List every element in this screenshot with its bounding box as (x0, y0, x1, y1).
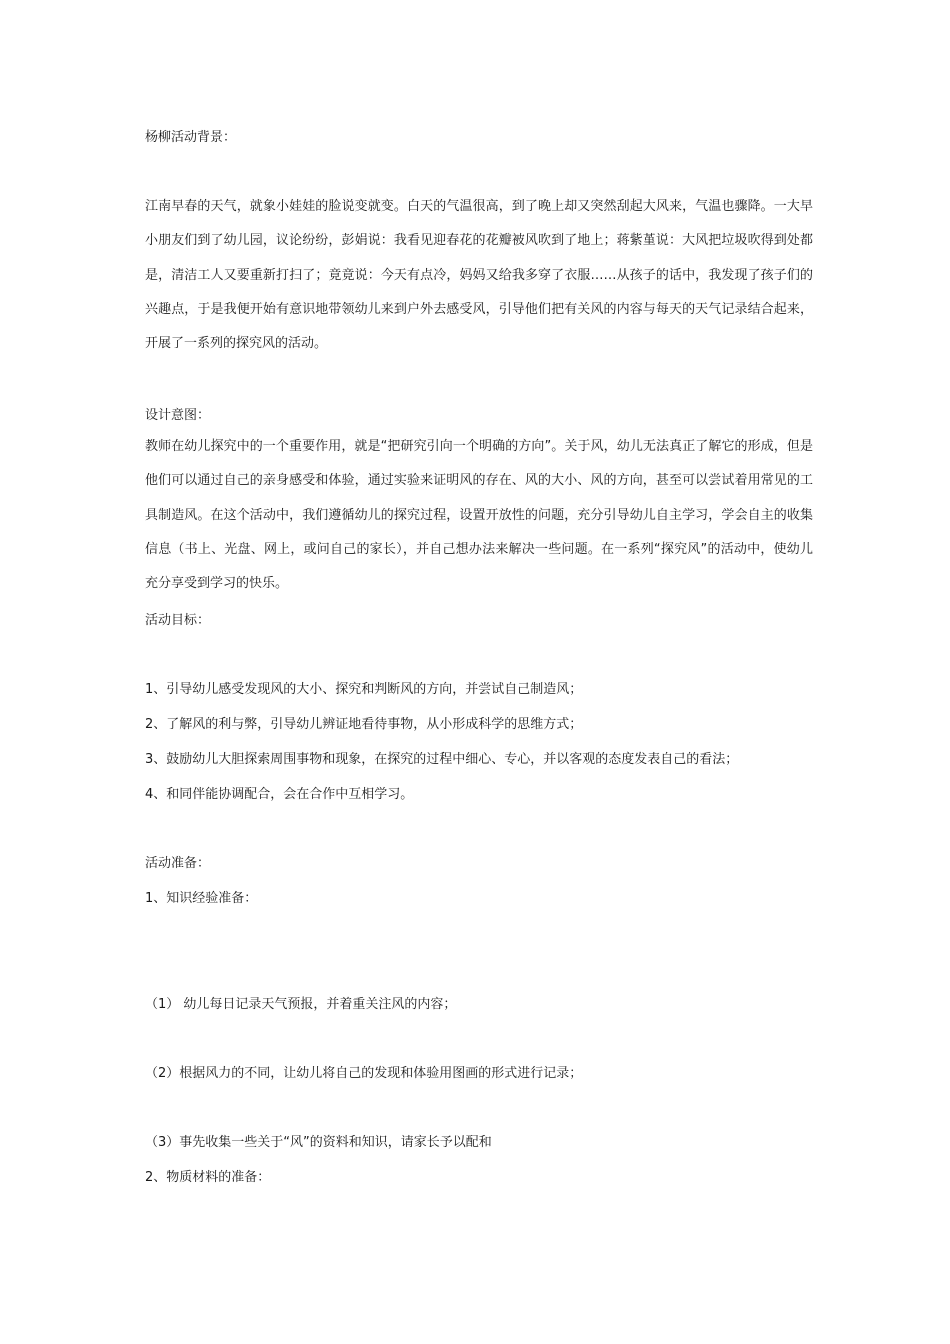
background-paragraph: 江南早春的天气，就象小娃娃的脸说变就变。白天的气温很高，到了晚上却又突然刮起大风来，气温也骤降。一大早小朋友们到了幼儿园，议论纷纷，彭娟说：我看见迎春花的花瓣被风吹到了地上；蒋紫堇说：大风把垃圾吹得到处都是，清洁工人又要重新打扫了；竟竟说：今天有点冷，妈妈又给我多穿了衣服……从孩子的话中，我发现了孩子们的兴趣点，于是我便开始有意识地带领幼儿来到户外去感受风，引导他们把有关风的内容与每天的天气记录结合起来，开展了一系列的探究风的活动。 (145, 199, 813, 352)
prep-materials-heading: 2、物质材料的准备： (145, 1170, 271, 1185)
design-paragraph: 教师在幼儿探究中的一个重要作用，就是“把研究引向一个明确的方向”。关于风，幼儿无法真正了解它的形成，但是他们可以通过自己的亲身感受和体验，通过实验来证明风的存在、风的大小、风的方向，甚至可以尝试着用常见的工具制造风。在这个活动中，我们遵循幼儿的探究过程，设置开放性的问题，充分引导幼儿自主学习，学会自主的收集信息（书上、光盘、网上，或问自己的家长），并自己想办法来解决一些问题。在一系列“探究风”的活动中，使幼儿充分享受到学习的快乐。 (145, 439, 813, 592)
goal-item-2: 2、了解风的利与弊，引导幼儿辨证地看待事物，从小形成科学的思维方式； (145, 717, 583, 732)
goal-item-1: 1、引导幼儿感受发现风的大小、探究和判断风的方向，并尝试自己制造风； (145, 682, 583, 697)
prep-heading: 活动准备： (145, 856, 211, 871)
prep-knowledge-heading: 1、知识经验准备： (145, 891, 258, 906)
prep-item-3: （3）事先收集一些关于“风”的资料和知识，请家长予以配和 (145, 1135, 492, 1150)
prep-item-1: （1） 幼儿每日记录天气预报，并着重关注风的内容； (145, 997, 457, 1012)
background-heading: 杨柳活动背景： (145, 130, 237, 145)
goals-heading: 活动目标： (145, 613, 211, 628)
design-heading: 设计意图： (145, 408, 211, 423)
goal-item-4: 4、和同伴能协调配合，会在合作中互相学习。 (145, 787, 414, 802)
prep-item-2: （2）根据风力的不同，让幼儿将自己的发现和体验用图画的形式进行记录； (145, 1066, 583, 1081)
goal-item-3: 3、鼓励幼儿大胆探索周围事物和现象，在探究的过程中细心、专心，并以客观的态度发表自己的看法； (145, 752, 739, 767)
